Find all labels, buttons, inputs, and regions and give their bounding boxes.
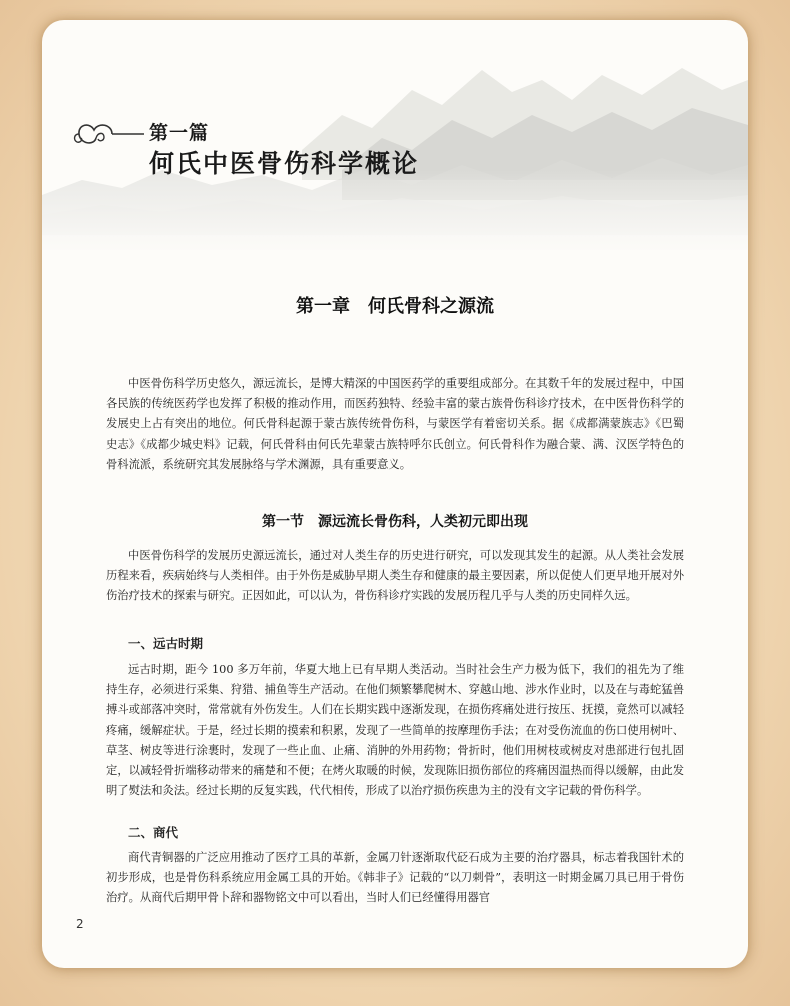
book-page bbox=[42, 20, 748, 968]
page-number: 2 bbox=[76, 917, 84, 931]
part-title: 第一篇 bbox=[149, 122, 210, 144]
chapter-intro-paragraph: 中医骨伤科学历史悠久，源远流长，是博大精深的中国医药学的重要组成部分。在其数千年的发展过程中，中国各民族的传统医药学也发挥了积极的推动作用，而医药独特、经验丰富的蒙古族骨伤科诊疗技术，在中医骨伤科学的发展史上占有突出的地位。何氏骨科起源于蒙古族传统骨伤科，与蒙医学有着密切关系。据《成都满蒙族志》《巴蜀史志》《成都少城史料》记载，何氏骨科由何氏先辈蒙古族特呼尔氏创立。何氏骨科作为融合蒙、满、汉医学特色的骨科流派，系统研究其发展脉络与学术渊源，具有重要意义。 bbox=[106, 377, 684, 471]
subsection-heading-ancient: 一、远古时期 bbox=[128, 636, 204, 651]
section-intro-paragraph: 中医骨伤科学的发展历史源远流长，通过对人类生存的历史进行研究，可以发现其发生的起源。从人类社会发展历程来看，疾病始终与人类相伴。由于外伤是威胁早期人类生存和健康的最主要因素，所以促使人们更早地开展对外伤治疗技术的探索与研究。正因如此，可以认为，骨伤科诊疗实践的发展历程几乎与人类的历史同样久远。 bbox=[106, 549, 684, 603]
subsection-heading-shang: 二、商代 bbox=[128, 825, 179, 840]
subsection-paragraph-ancient: 远古时期，距今 100 多万年前，华夏大地上已有早期人类活动。当时社会生产力极为低下，我们的祖先为了维持生存，必须进行采集、狩猎、捕鱼等生产活动。在他们频繁攀爬树木、穿越山地、涉水作业时，以及在与毒蛇猛兽搏斗或部落冲突时，常常就有外伤发生。人们在长期实践中逐渐发现，在损伤疼痛处进行按压、抚摸，竟然可以减轻疼痛，缓解症状。于是，经过长期的摸索和积累，发现了一些简单的按摩理伤手法；在对受伤流血的伤口使用树叶、草茎、树皮等进行涂裹时，发现了一些止血、止痛、消肿的外用药物；骨折时，他们用树枝或树皮对患部进行包扎固定，以减轻骨折端移动带来的痛楚和不便；在烤火取暖的时候，发现陈旧损伤部位的疼痛因温热而得以缓解，由此发明了熨法和灸法。经过长期的反复实践，代代相传，形成了以治疗损伤疾患为主的没有文字记载的骨伤科学。 bbox=[106, 663, 684, 798]
subsection-paragraph-shang: 商代青铜器的广泛应用推动了医疗工具的革新，金属刀针逐渐取代砭石成为主要的治疗器具，标志着我国针术的初步形成，也是骨伤科系统应用金属工具的开始。《韩非子》记载的“以刀刺骨”，表明这一时期金属刀具已用于骨伤治疗。从商代后期甲骨卜辞和器物铭文中可以看出，当时人们已经懂得用器官 bbox=[106, 851, 684, 905]
section-title: 第一节 源远流长骨伤科，人类初元即出现 bbox=[262, 514, 528, 530]
chapter-title: 第一章 何氏骨科之源流 bbox=[296, 296, 494, 317]
auspicious-cloud-icon bbox=[72, 116, 146, 150]
book-title: 何氏中医骨伤科学概论 bbox=[149, 149, 420, 178]
mountain-landscape-illustration bbox=[42, 20, 748, 260]
